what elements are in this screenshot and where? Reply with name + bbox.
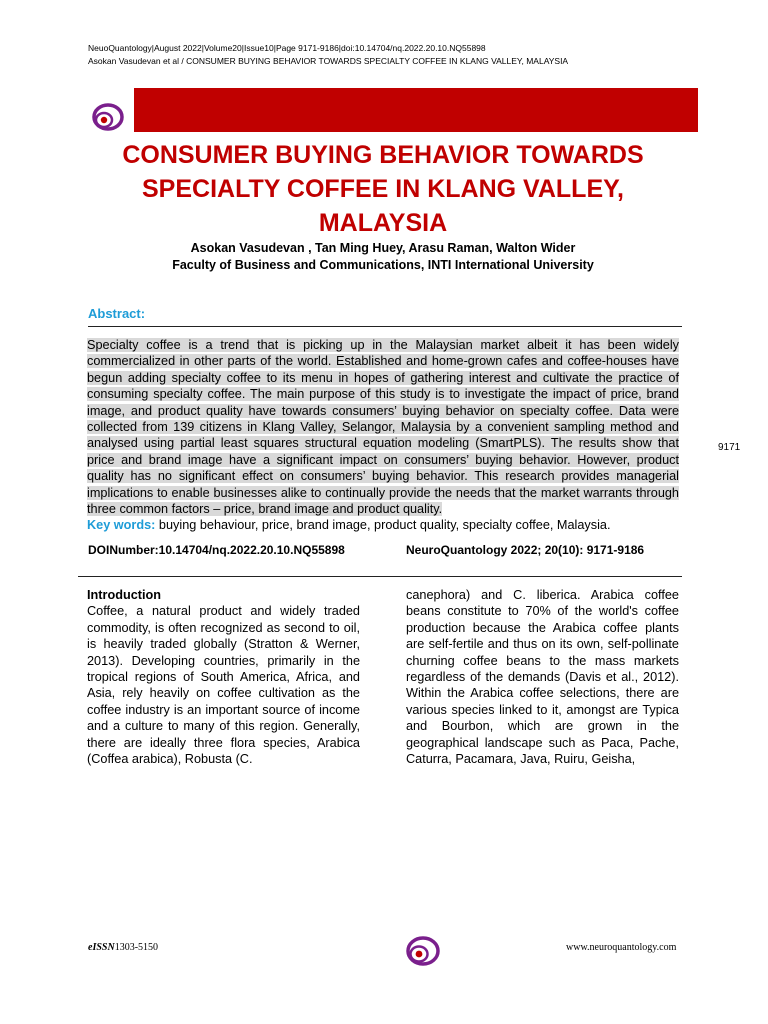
author-affiliation: Faculty of Business and Communications, INTI International University <box>172 258 594 272</box>
section-divider <box>78 576 682 577</box>
keywords-list: buying behaviour, price, brand image, product quality, specialty coffee, Malaysia. <box>155 518 611 532</box>
introduction-paragraph-continued: canephora) and C. liberica. Arabica coffee beans constitute to 70% of the world's coffee production because the Arabica coffee plants are self-fertile and thus on its own, self-pollinate churning coffee beans to the mass markets regardless of the demands (Davis et al., 2012). Within the Arabica coffee selections, there are various species linked to it, amongst are Typica and Bourbon, which are grown in the geographical landscape such as Paca, Pache, Caturra, Pacamara, Java, Ruiru, Geisha, <box>406 588 679 767</box>
body-column-left <box>87 587 360 767</box>
page-number: 9171 <box>718 442 741 453</box>
doi-number: DOINumber:10.14704/nq.2022.20.10.NQ55898 <box>88 543 345 557</box>
section-divider <box>88 326 682 327</box>
keywords-label: Key words: <box>87 518 156 532</box>
issn-prefix: eISSN <box>88 942 115 953</box>
body-column-right <box>406 587 679 767</box>
neuroquantology-logo-icon <box>89 100 127 134</box>
issn-number: 1303-5150 <box>114 942 159 953</box>
introduction-paragraph: Coffee, a natural product and widely traded commodity, is often recognized as second to oil, is heavily traded globally (Stratton & Werner, 2013). Developing countries, primarily in the tropical regions of South America, Africa, and Asia, rely heavily on coffee cultivation as the coffee industry is an important source of income and a culture to many of this region. Generally, there are ideally three flora species, Arabica (Coffea arabica), Robusta (C. <box>87 604 360 767</box>
keywords-line <box>87 517 679 533</box>
abstract-heading: Abstract: <box>88 306 146 321</box>
neuroquantology-logo-icon <box>403 933 443 969</box>
header-red-banner <box>134 88 698 132</box>
journal-website[interactable]: www.neuroquantology.com <box>566 942 677 953</box>
running-header-title: Asokan Vasudevan et al / CONSUMER BUYING BEHAVIOR TOWARDS SPECIALTY COFFEE IN KLANG VALLEY, MALAYSIA <box>88 56 569 66</box>
running-header-citation: NeuoQuantology|August 2022|Volume20|Issue10|Page 9171-9186|doi:10.14704/nq.2022.20.10.NQ55898 <box>88 43 486 53</box>
introduction-heading: Introduction <box>87 588 161 602</box>
abstract-text: Specialty coffee is a trend that is picking up in the Malaysian market albeit it has been widely commercialized in other parts of the world. Established and home-grown cafes and coffee-houses have begun adding specialty coffee to its menu in hopes of gathering interest and cultivate the practice of consuming specialty coffee. The main purpose of this study is to investigate the impact of price, brand image, and product quality have towards consumers’ buying behavior on specialty coffee. Data were collected from 139 citizens in Klang Valley, Selangor, Malaysia by a convenient sampling method and analysed using partial least squares structural equation modeling (SmartPLS). The results show that price and brand image have a significant impact on consumers’ buying behavior. However, product quality has no significant effect on consumers’ buying behavior. This research provides managerial implications to enable businesses alike to continually provide the needs that the market warrants through three common factors – price, brand image and product quality. <box>87 338 679 517</box>
author-list: Asokan Vasudevan , Tan Ming Huey, Arasu Raman, Walton Wider <box>190 241 576 255</box>
abstract-body <box>87 337 679 517</box>
footer-issn <box>88 942 158 953</box>
journal-citation: NeuroQuantology 2022; 20(10): 9171-9186 <box>406 543 645 557</box>
paper-title: CONSUMER BUYING BEHAVIOR TOWARDS SPECIALTY COFFEE IN KLANG VALLEY, MALAYSIA <box>122 141 644 237</box>
